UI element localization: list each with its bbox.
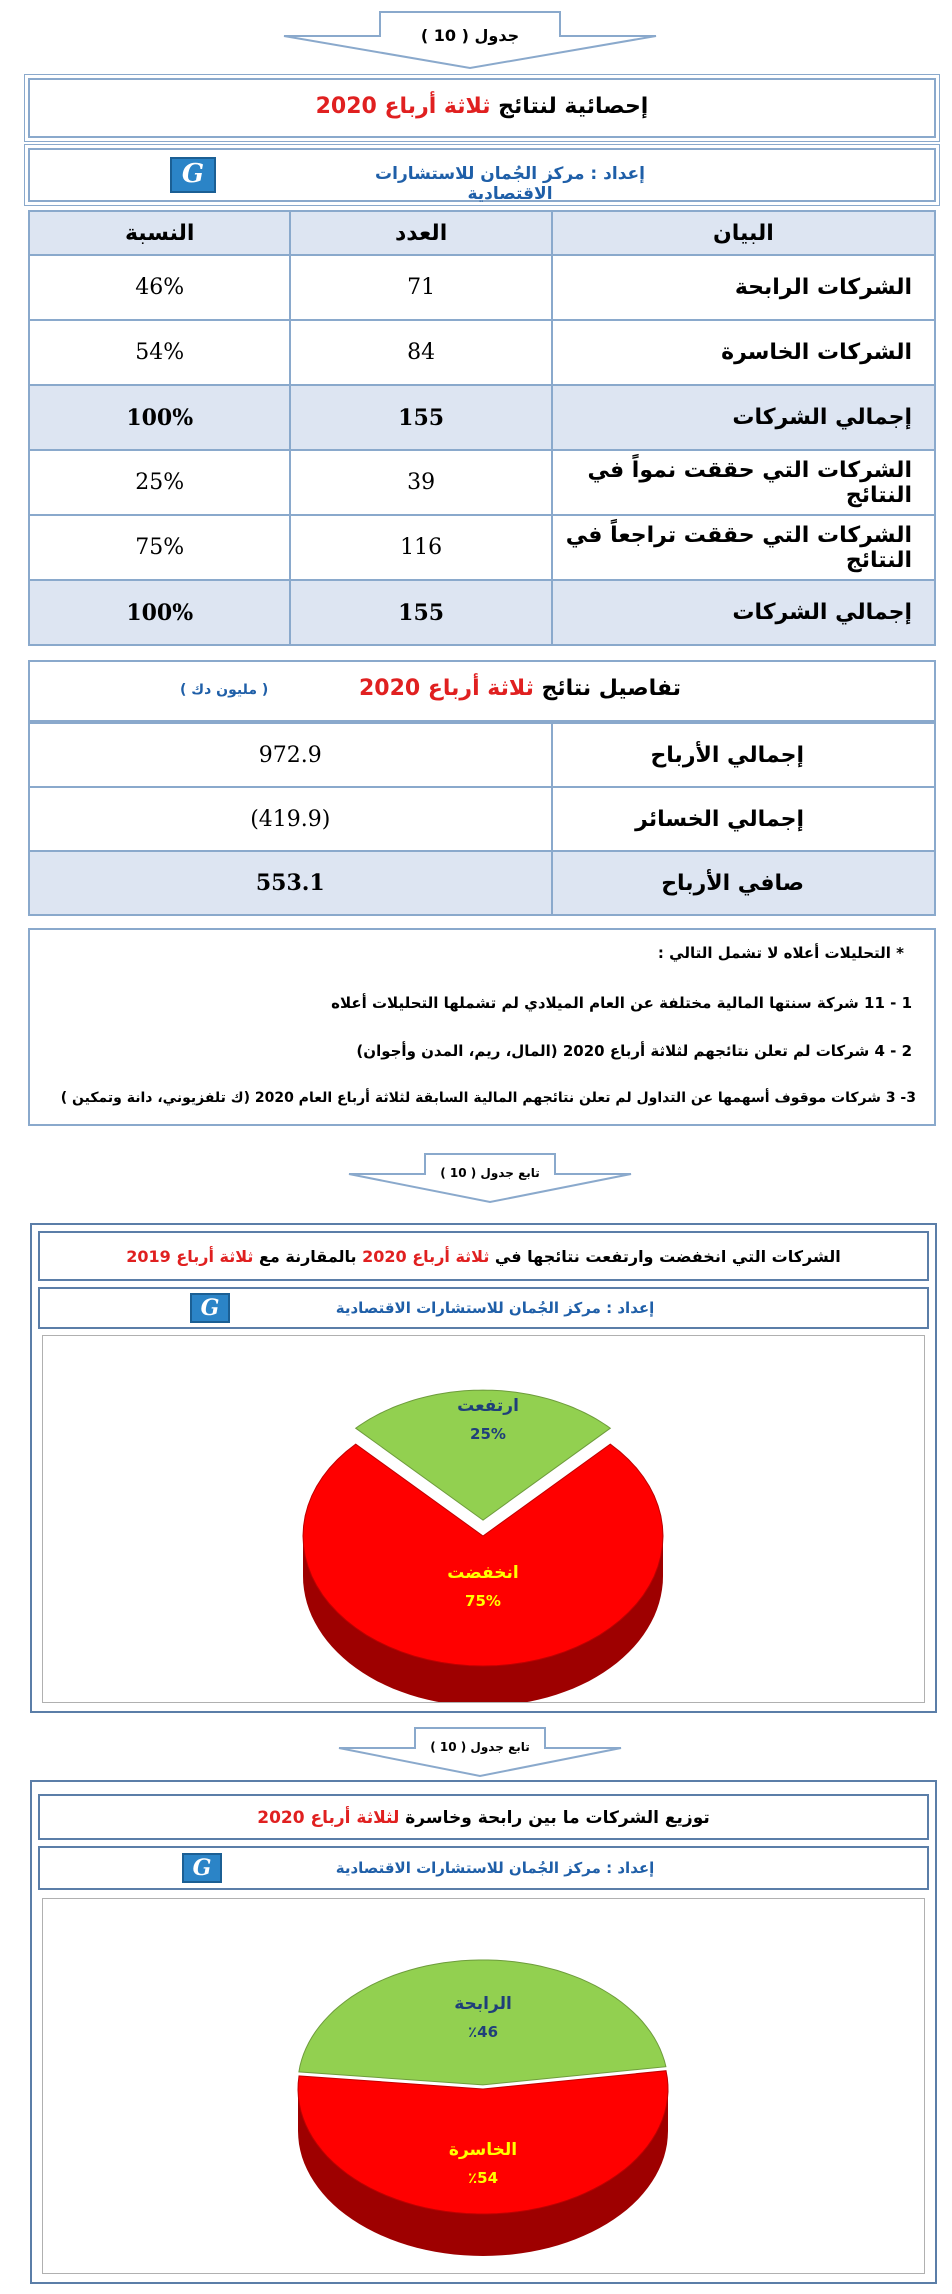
table-row: الشركات التي حققت نمواً في النتائج 39 25% (29, 450, 935, 515)
pie-slice-label: الرابحة (454, 1994, 512, 2014)
chart1-title: الشركات التي انخفضت وارتفعت نتائجها في ثلاثة أرباع 2020 بالمقارنة مع ثلاثة أرباع 2019 (126, 1247, 841, 1266)
notes-box (28, 928, 936, 1126)
pie-slice-label: الخاسرة (448, 2140, 518, 2160)
aljuman-logo-icon: G (182, 1853, 222, 1883)
unit-label: ( مليون دك ) (180, 682, 269, 698)
aljuman-logo-icon: G (170, 157, 216, 193)
chart2-title-box (38, 1794, 929, 1840)
chart2-prepared-box (38, 1846, 929, 1890)
table-number-label: تابع جدول ( 10 ) (430, 1740, 530, 1754)
pie-chart-profit-loss (43, 1899, 924, 2273)
table-row-total: إجمالي الشركات 155 100% (29, 580, 935, 645)
note-item: 2 - 4 شركات لم تعلن نتائجهم لثلاثة أرباع 2020 (المال، ريم، المدن وأجوان) (356, 1042, 912, 1060)
pie-slice-value: 75% (465, 1592, 501, 1610)
chart1-prepared-box (38, 1287, 929, 1329)
details-title-box (28, 660, 936, 722)
chart1-area (42, 1335, 925, 1703)
chart1-frame (30, 1223, 937, 1713)
chart2-area (42, 1898, 925, 2274)
note-item: 1 - 11 شركة سنتها المالية مختلفة عن العام الميلادي لم تشملها التحليلات أعلاه (331, 994, 912, 1012)
pie-slice-label: انخفضت (447, 1563, 519, 1583)
pie-slice-value: ٪46 (467, 2023, 499, 2041)
stats-title-box (28, 78, 936, 138)
table-row: الشركات الخاسرة 84 54% (29, 320, 935, 385)
note-item: 3- 3 شركات موقوف أسهمها عن التداول لم تعلن نتائجهم المالية السابقة لثلاثة أرباع العام 2020 (ك تلفزيوني، دانة وتمكين ) (60, 1090, 916, 1106)
stats-table (28, 210, 936, 646)
details-title: تفاصيل نتائج ثلاثة أرباع 2020 (358, 676, 682, 701)
aljuman-logo-icon: G (190, 1293, 230, 1323)
pie-slice-label: ارتفعت (457, 1396, 519, 1416)
chart1-title-box (38, 1231, 929, 1281)
table-row-total: إجمالي الشركات 155 100% (29, 385, 935, 450)
notes-heading: * التحليلات أعلاه لا تشمل التالي : (657, 944, 904, 962)
table-number-label: جدول ( 10 ) (420, 26, 520, 45)
prepared-by-box (28, 148, 936, 202)
prepared-by-text: إعداد : مركز الجُمان للاستشارات الاقتصادية (335, 1859, 655, 1877)
header-count: العدد (290, 211, 551, 255)
table-row-total: صافي الأرباح 553.1 (29, 851, 935, 915)
header-percent: النسبة (29, 211, 290, 255)
pie-slice-value: 25% (470, 1425, 506, 1443)
table-row: إجمالي الأرباح 972.9 (29, 723, 935, 787)
table-row: الشركات الرابحة 71 46% (29, 255, 935, 320)
table-number-label: تابع جدول ( 10 ) (440, 1166, 540, 1180)
pie-chart-results-change (43, 1336, 924, 1702)
details-table (28, 722, 936, 916)
table-header-row (29, 211, 935, 255)
table-row: الشركات التي حققت تراجعاً في النتائج 116 75% (29, 515, 935, 580)
prepared-by-text: إعداد : مركز الجُمان للاستشارات الاقتصادية (375, 164, 645, 204)
chart2-title: توزيع الشركات ما بين رابحة وخاسرة لثلاثة أرباع 2020 (257, 1808, 710, 1828)
prepared-by-text: إعداد : مركز الجُمان للاستشارات الاقتصادية (335, 1299, 655, 1317)
pie-slice-value: ٪54 (467, 2169, 499, 2187)
header-statement: البيان (552, 211, 935, 255)
table-row: إجمالي الخسائر (419.9) (29, 787, 935, 851)
stats-title: إحصائية لنتائج ثلاثة أرباع 2020 (315, 94, 649, 119)
chart2-frame (30, 1780, 937, 2284)
